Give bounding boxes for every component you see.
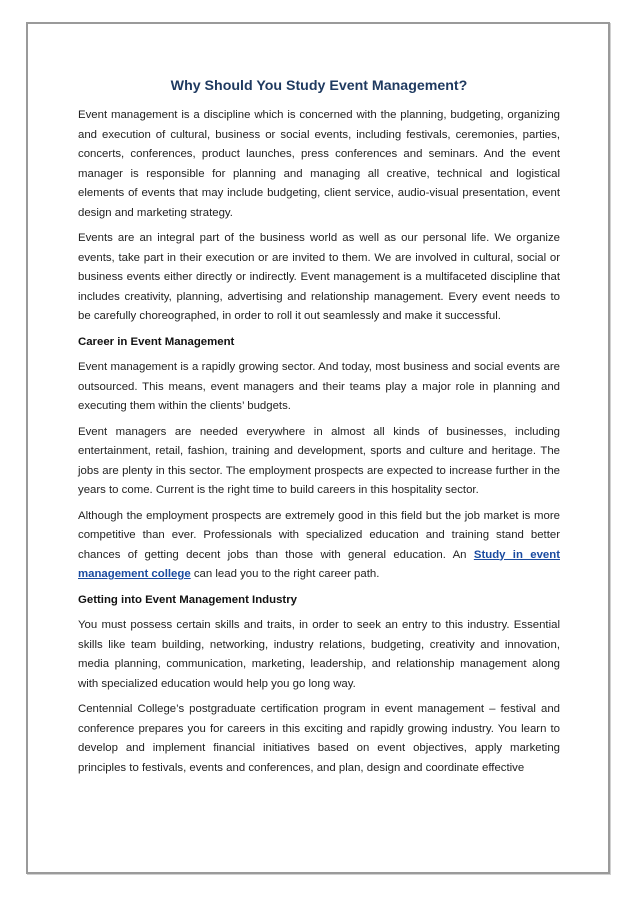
paragraph-competition-text: Although the employment prospects are extremely good in this field but the job market is more competitive than ever. Professionals with specialized education and training stand better chances of getting decent jobs than those with general education. An	[78, 509, 560, 561]
section-heading-getting-into: Getting into Event Management Industry	[78, 593, 297, 606]
paragraph-intro: Event management is a discipline which is concerned with the planning, budgeting, organizing and execution of cultural, business or social events, including festivals, ceremonies, parties, concerts, conferences, product launches, press conferences and seminars. And the event manager is responsible for planning and managing all creative, technical and logistical elements of events that may include budgeting, client service, audio-visual presentation, event design and marketing strategy.	[78, 109, 560, 219]
document-title: Why Should You Study Event Management?	[170, 78, 468, 94]
document-body	[78, 68, 560, 784]
study-event-management-link[interactable]: Study in event management college	[78, 548, 560, 580]
paragraph-centennial: Centennial College’s postgraduate certification program in event management – festival and conference prepares you for careers in this exciting and rapidly growing industry. You learn to develop and implement financial initiatives based on event objectives, apply marketing principles to festivals, events and conferences, and plan, design and coordinate effective	[78, 703, 560, 774]
paragraph-events: Events are an integral part of the business world as well as our personal life. We organize events, take part in their execution or are invited to them. We are involved in cultural, social or business events either directly or indirectly. Event management is a multifaceted discipline that includes creativity, planning, advertising and relationship management. Every event needs to be carefully choreographed, in order to roll it out seamlessly and make it successful.	[78, 232, 560, 322]
paragraph-skills: You must possess certain skills and traits, in order to seek an entry to this industry. Essential skills like team building, networking, industry relations, budgeting, creativity and innovation, media planning, communication, marketing, leadership, and relationship management along with specialized education would help you go long way.	[78, 619, 560, 690]
paragraph-competition	[78, 507, 560, 585]
paragraph-growing-sector: Event management is a rapidly growing sector. And today, most business and social events are outsourced. This means, event managers and their teams play a major role in planning and executing them within the clients’ budgets.	[78, 361, 560, 412]
paragraph-competition-tail: can lead you to the right career path.	[190, 568, 380, 580]
paragraph-managers-needed: Event managers are needed everywhere in almost all kinds of businesses, including entertainment, retail, fashion, training and development, sports and culture and heritage. The jobs are plenty in this sector. The employment prospects are expected to increase further in the years to come. Current is the right time to build careers in this hospitality sector.	[78, 425, 560, 496]
section-heading-career: Career in Event Management	[78, 335, 235, 348]
